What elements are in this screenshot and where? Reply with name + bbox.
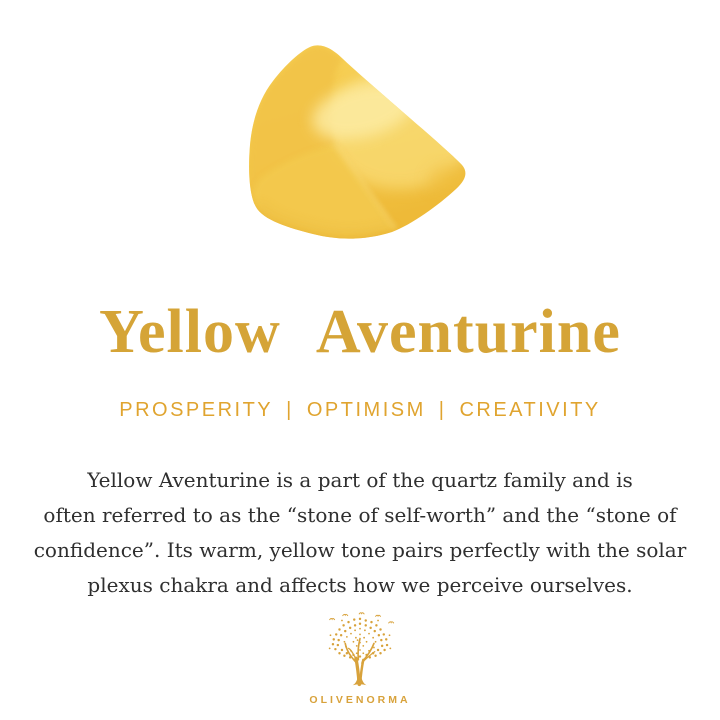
keyword-separator: |: [286, 399, 294, 421]
yellow-aventurine-stone-image: [245, 38, 475, 240]
brand-name: OLIVENORMA: [309, 694, 411, 706]
keywords-row: [0, 394, 720, 426]
brand-logo: [0, 612, 720, 706]
keyword-prosperity: PROSPERITY: [119, 399, 274, 421]
keyword-creativity: CREATIVITY: [459, 399, 601, 421]
description-line: confidence”. Its warm, yellow tone pairs perfectly with the solar: [33, 538, 687, 562]
description-line: Yellow Aventurine is a part of the quartz family and is: [87, 468, 633, 492]
stone-illustration: [245, 38, 475, 240]
product-title: Yellow Aventurine: [99, 298, 621, 366]
tree-with-birds-icon: [319, 612, 401, 688]
product-description: [0, 463, 720, 603]
keyword-optimism: OPTIMISM: [306, 399, 426, 421]
keyword-separator: |: [438, 399, 447, 421]
description-line: often referred to as the “stone of self-worth” and the “stone of: [43, 503, 677, 527]
description-line: plexus chakra and affects how we perceive ourselves.: [87, 573, 633, 597]
